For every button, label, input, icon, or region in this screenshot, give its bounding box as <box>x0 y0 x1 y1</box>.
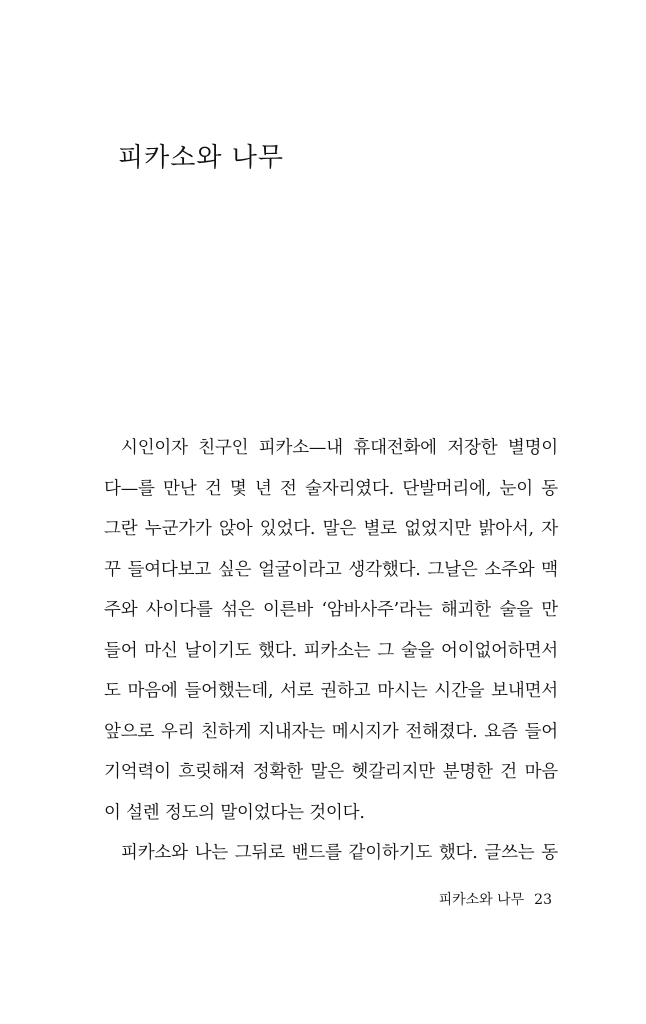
body-text <box>104 428 558 874</box>
running-footer <box>439 890 552 910</box>
text-line-1: 시인이자 친구인 피카소—내 휴대전화에 저장한 별명이 <box>121 438 558 458</box>
running-title: 피카소와 나무 <box>438 892 525 908</box>
text-line-6: 들어 마신 날이기도 했다. 피카소는 그 술을 어이없어하면서 <box>104 640 558 661</box>
page-number: 23 <box>534 892 552 908</box>
text-line-2: 다—를 만난 건 몇 년 전 술자리였다. 단발머리에, 눈이 동 <box>104 478 558 499</box>
text-line-8: 앞으로 우리 친하게 지내자는 메시지가 전해졌다. 요즘 들어 <box>104 721 558 742</box>
chapter-title: 피카소와 나무 <box>118 143 284 173</box>
text-line-10: 이 설렌 정도의 말이었다는 것이다. <box>104 802 365 823</box>
text-line-7: 도 마음에 들어했는데, 서로 권하고 마시는 시간을 보내면서 <box>104 681 558 701</box>
text-line-9: 기억력이 흐릿해져 정확한 말은 헷갈리지만 분명한 건 마음 <box>104 762 558 782</box>
text-line-11: 피카소와 나는 그뒤로 밴드를 같이하기도 했다. 글쓰는 동 <box>121 843 558 863</box>
text-line-5: 주와 사이다를 섞은 이른바 ‘암바사주’라는 해괴한 술을 만 <box>104 600 558 620</box>
text-line-4: 꾸 들여다보고 싶은 얼굴이라고 생각했다. 그날은 소주와 맥 <box>104 559 558 580</box>
text-line-3: 그란 누군가가 앉아 있었다. 말은 별로 없었지만 밝아서, 자 <box>104 519 558 539</box>
